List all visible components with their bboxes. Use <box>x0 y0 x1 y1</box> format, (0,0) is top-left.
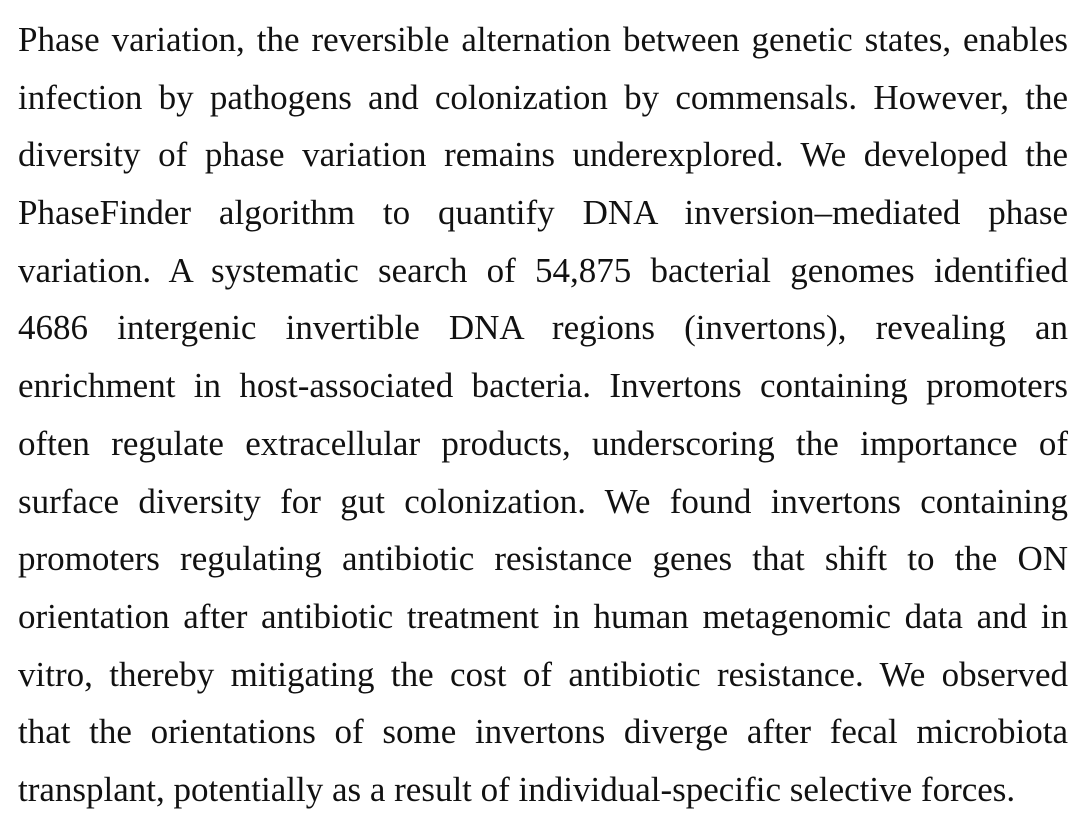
text-line: that the orientations of some invertons diverge after fecal microbiota <box>18 712 1068 752</box>
text-line: 4686 intergenic invertible DNA regions (invertons), revealing an <box>18 308 1068 348</box>
text-line: PhaseFinder algorithm to quantify DNA inversion–mediated phase <box>18 193 1068 233</box>
text-line: promoters regulating antibiotic resistance genes that shift to the ON <box>18 539 1068 579</box>
text-line: variation. A systematic search of 54,875 bacterial genomes identified <box>18 250 1068 290</box>
text-line: often regulate extracellular products, underscoring the importance of <box>18 423 1068 463</box>
text-line: Phase variation, the reversible alternation between genetic states, enables <box>18 20 1068 59</box>
text-line: enrichment in host-associated bacteria. Invertons containing promoters <box>18 366 1068 406</box>
text-line: transplant, potentially as a result of individual-specific selective forces. <box>18 769 1016 809</box>
text-line: infection by pathogens and colonization by commensals. However, the <box>18 77 1068 117</box>
text-line: surface diversity for gut colonization. We found invertons containing <box>18 481 1068 521</box>
text-line: vitro, thereby mitigating the cost of antibiotic resistance. We observed <box>18 654 1068 694</box>
text-line: diversity of phase variation remains underexplored. We developed the <box>18 135 1068 175</box>
abstract-paragraph <box>18 11 1068 819</box>
text-line: orientation after antibiotic treatment in human metagenomic data and in <box>18 596 1068 636</box>
